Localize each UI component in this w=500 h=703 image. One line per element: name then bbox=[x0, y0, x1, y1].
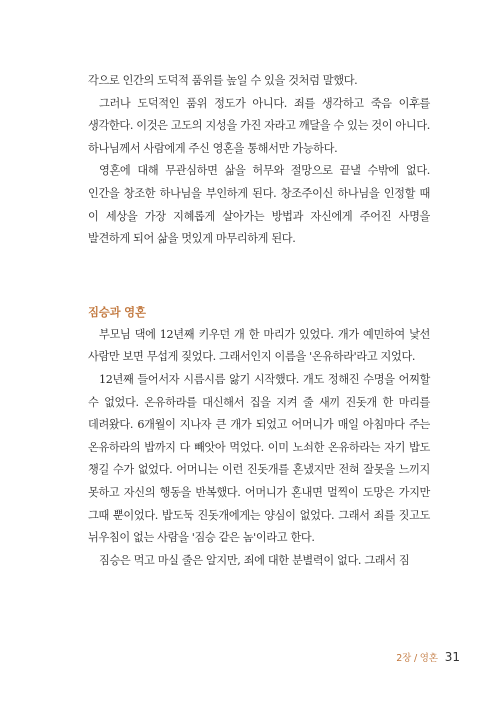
body-paragraph: 영혼에 대해 무관심하면 삶을 허무와 절망으로 끝낼 수밖에 없다. 인간을 창조한 하나님을 부인하게 된다. 창조주이신 하나님을 인정할 때 이 세상을 가장 지혜롭게 살아가는 방법과 자신에게 주어진 사명을 발견하게 되어 삶을 멋있게 마무리하게 된다. bbox=[88, 164, 430, 246]
section-spacer bbox=[88, 251, 430, 300]
body-paragraph: 짐승은 먹고 마실 줄은 알지만, 죄에 대한 분별력이 없다. 그래서 짐 bbox=[99, 553, 410, 567]
body-paragraph: 그러나 도덕적인 품위 정도가 아니다. 죄를 생각하고 죽음 이후를 생각한다. 이것은 고도의 지성을 가진 자라고 깨달을 수 있는 것이 아니다. 하나님께서 사람에게 주신 영혼을 통해서만 가능하다. bbox=[88, 96, 430, 155]
chapter-label: 2장 / 영혼 bbox=[396, 653, 438, 664]
page-body bbox=[88, 70, 430, 572]
section-heading: 짐승과 영혼 bbox=[88, 304, 146, 319]
page-number: 31 bbox=[444, 650, 460, 664]
body-paragraph: 12년째 들어서자 시름시름 앓기 시작했다. 개도 정해진 수명을 어찌할 수 없었다. 온유하라를 대신해서 집을 지켜 줄 새끼 진돗개 한 마리를 데려왔다. 6개월이 지나자 큰 개가 되었고 어머니가 매일 아침마다 주는 온유하라의 밥까지 다 빼앗아 먹었다. 이미 노쇠한 온유하라는 자기 밥도 챙길 수가 없었다. 어머니는 이런 진돗개를 혼냈지만 전혀 잘못을 느끼지 못하고 자신의 행동을 반복했다. 어머니가 혼내면 멀찍이 도망은 가지만 그때 뿐이었다. 밥도둑 진돗개에게는 양심이 없었다. 그래서 죄를 짓고도 뉘우침이 없는 사람을 '짐승 같은 놈'이라고 한다. bbox=[88, 372, 430, 545]
body-paragraph: 각으로 인간의 도덕적 품위를 높일 수 있을 것처럼 말했다. bbox=[88, 74, 358, 87]
body-paragraph: 부모님 댁에 12년째 키우던 개 한 마리가 있었다. 개가 예민하여 낯선 사람만 보면 무섭게 짖었다. 그래서인지 이름을 '온유하라'라고 지었다. bbox=[88, 327, 430, 364]
page-footer bbox=[396, 650, 460, 664]
